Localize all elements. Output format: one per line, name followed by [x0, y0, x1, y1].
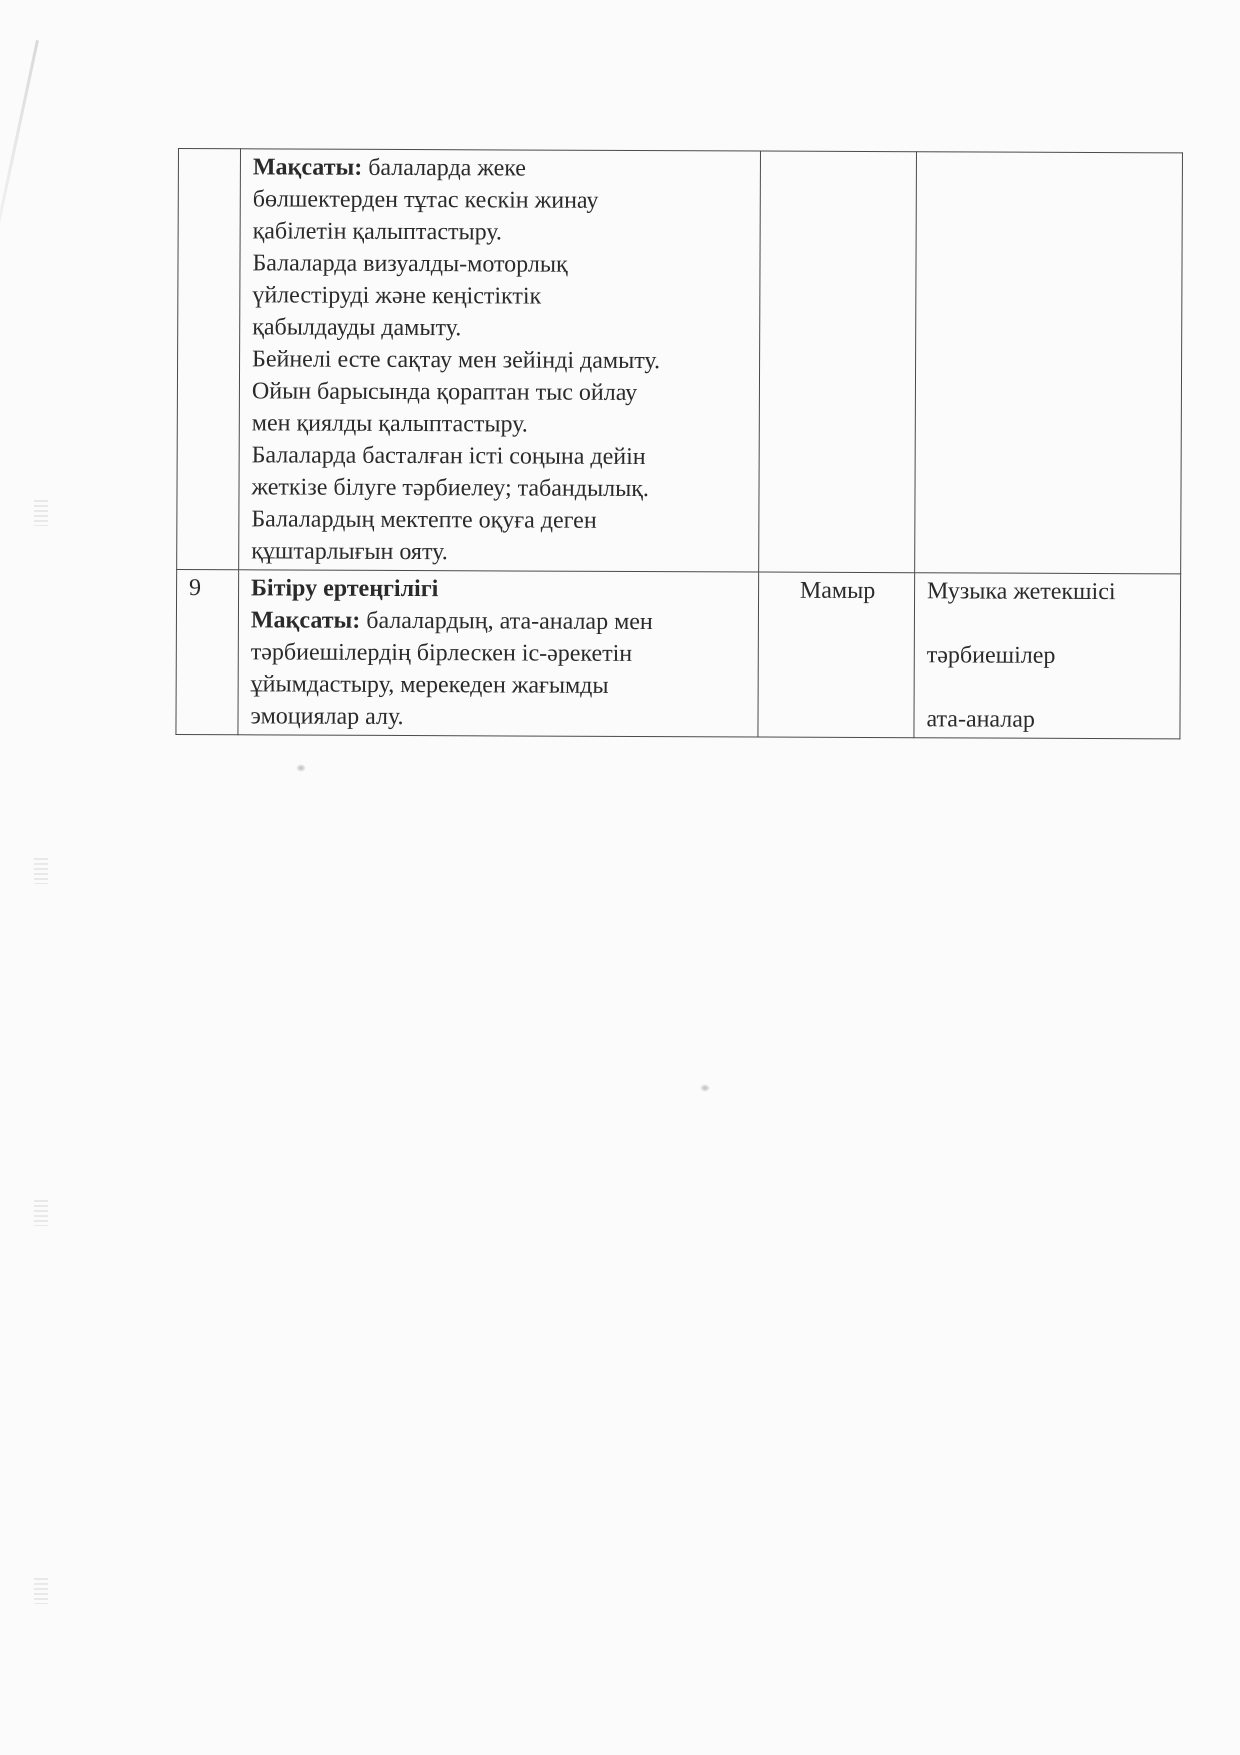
punch-hole-mark: [34, 858, 48, 884]
event-date: [759, 151, 917, 573]
text-line: эмоциялар алу.: [250, 703, 404, 730]
text-line: Балаларда басталған істі соңына дейін: [251, 442, 646, 471]
responsible-item: Музыка жетекшісі: [927, 578, 1116, 606]
event-title: Бітіру ертеңгілігі: [251, 575, 439, 603]
responsible-item: ата-аналар: [926, 706, 1036, 733]
scan-edge-artifact: [0, 40, 39, 295]
text-line: Ойын барысында қораптан тыс ойлау: [251, 378, 638, 407]
text-line: Бейнелі есте сақтау мен зейінді дамыту.: [252, 346, 661, 375]
plan-table: [175, 148, 1183, 739]
goal-label: Мақсаты:: [252, 154, 363, 181]
text-line: Балаларда визуалды-моторлық: [252, 250, 568, 278]
event-description: [239, 149, 761, 572]
goal-line: [251, 604, 748, 638]
text-line: бөлшектерден тұтас кескін жинау: [252, 186, 599, 214]
scan-speck: [700, 1084, 710, 1092]
text-line: мен қиялды қалыптастыру.: [251, 410, 528, 438]
text-line: балаларда жеке: [362, 154, 527, 182]
event-description: [238, 570, 759, 737]
goal-line: [253, 151, 750, 185]
row-number: 9: [176, 569, 239, 734]
text-line: үйлестіруді және кеңістіктік: [252, 282, 542, 310]
table-row: [177, 149, 1183, 574]
punch-hole-mark: [34, 500, 48, 526]
text-line: жеткізе білуге тәрбиелеу; табандылық.: [251, 474, 649, 503]
text-line: тәрбиешілердің бірлескен іс-әрекетін: [250, 639, 633, 667]
punch-hole-mark: [34, 1200, 48, 1226]
punch-hole-mark: [34, 1578, 48, 1604]
scan-speck: [296, 764, 306, 772]
text-line: балалардың, ата-аналар мен: [360, 607, 653, 636]
text-line: қабылдауды дамыту.: [252, 314, 462, 342]
table-row: [176, 569, 1181, 738]
event-date: Мамыр: [758, 572, 915, 738]
goal-label: Мақсаты:: [250, 607, 361, 634]
row-number: [177, 149, 241, 570]
text-line: қабілетін қалыптастыру.: [252, 218, 502, 246]
text-line: құштарлығын ояту.: [251, 538, 448, 566]
event-responsible: [915, 152, 1183, 574]
event-responsible: [914, 573, 1181, 739]
text-line: Балалардың мектепте оқуға деген: [251, 506, 597, 534]
responsible-item: тәрбиешілер: [926, 642, 1056, 669]
text-line: ұйымдастыру, мерекеден жағымды: [250, 671, 609, 699]
